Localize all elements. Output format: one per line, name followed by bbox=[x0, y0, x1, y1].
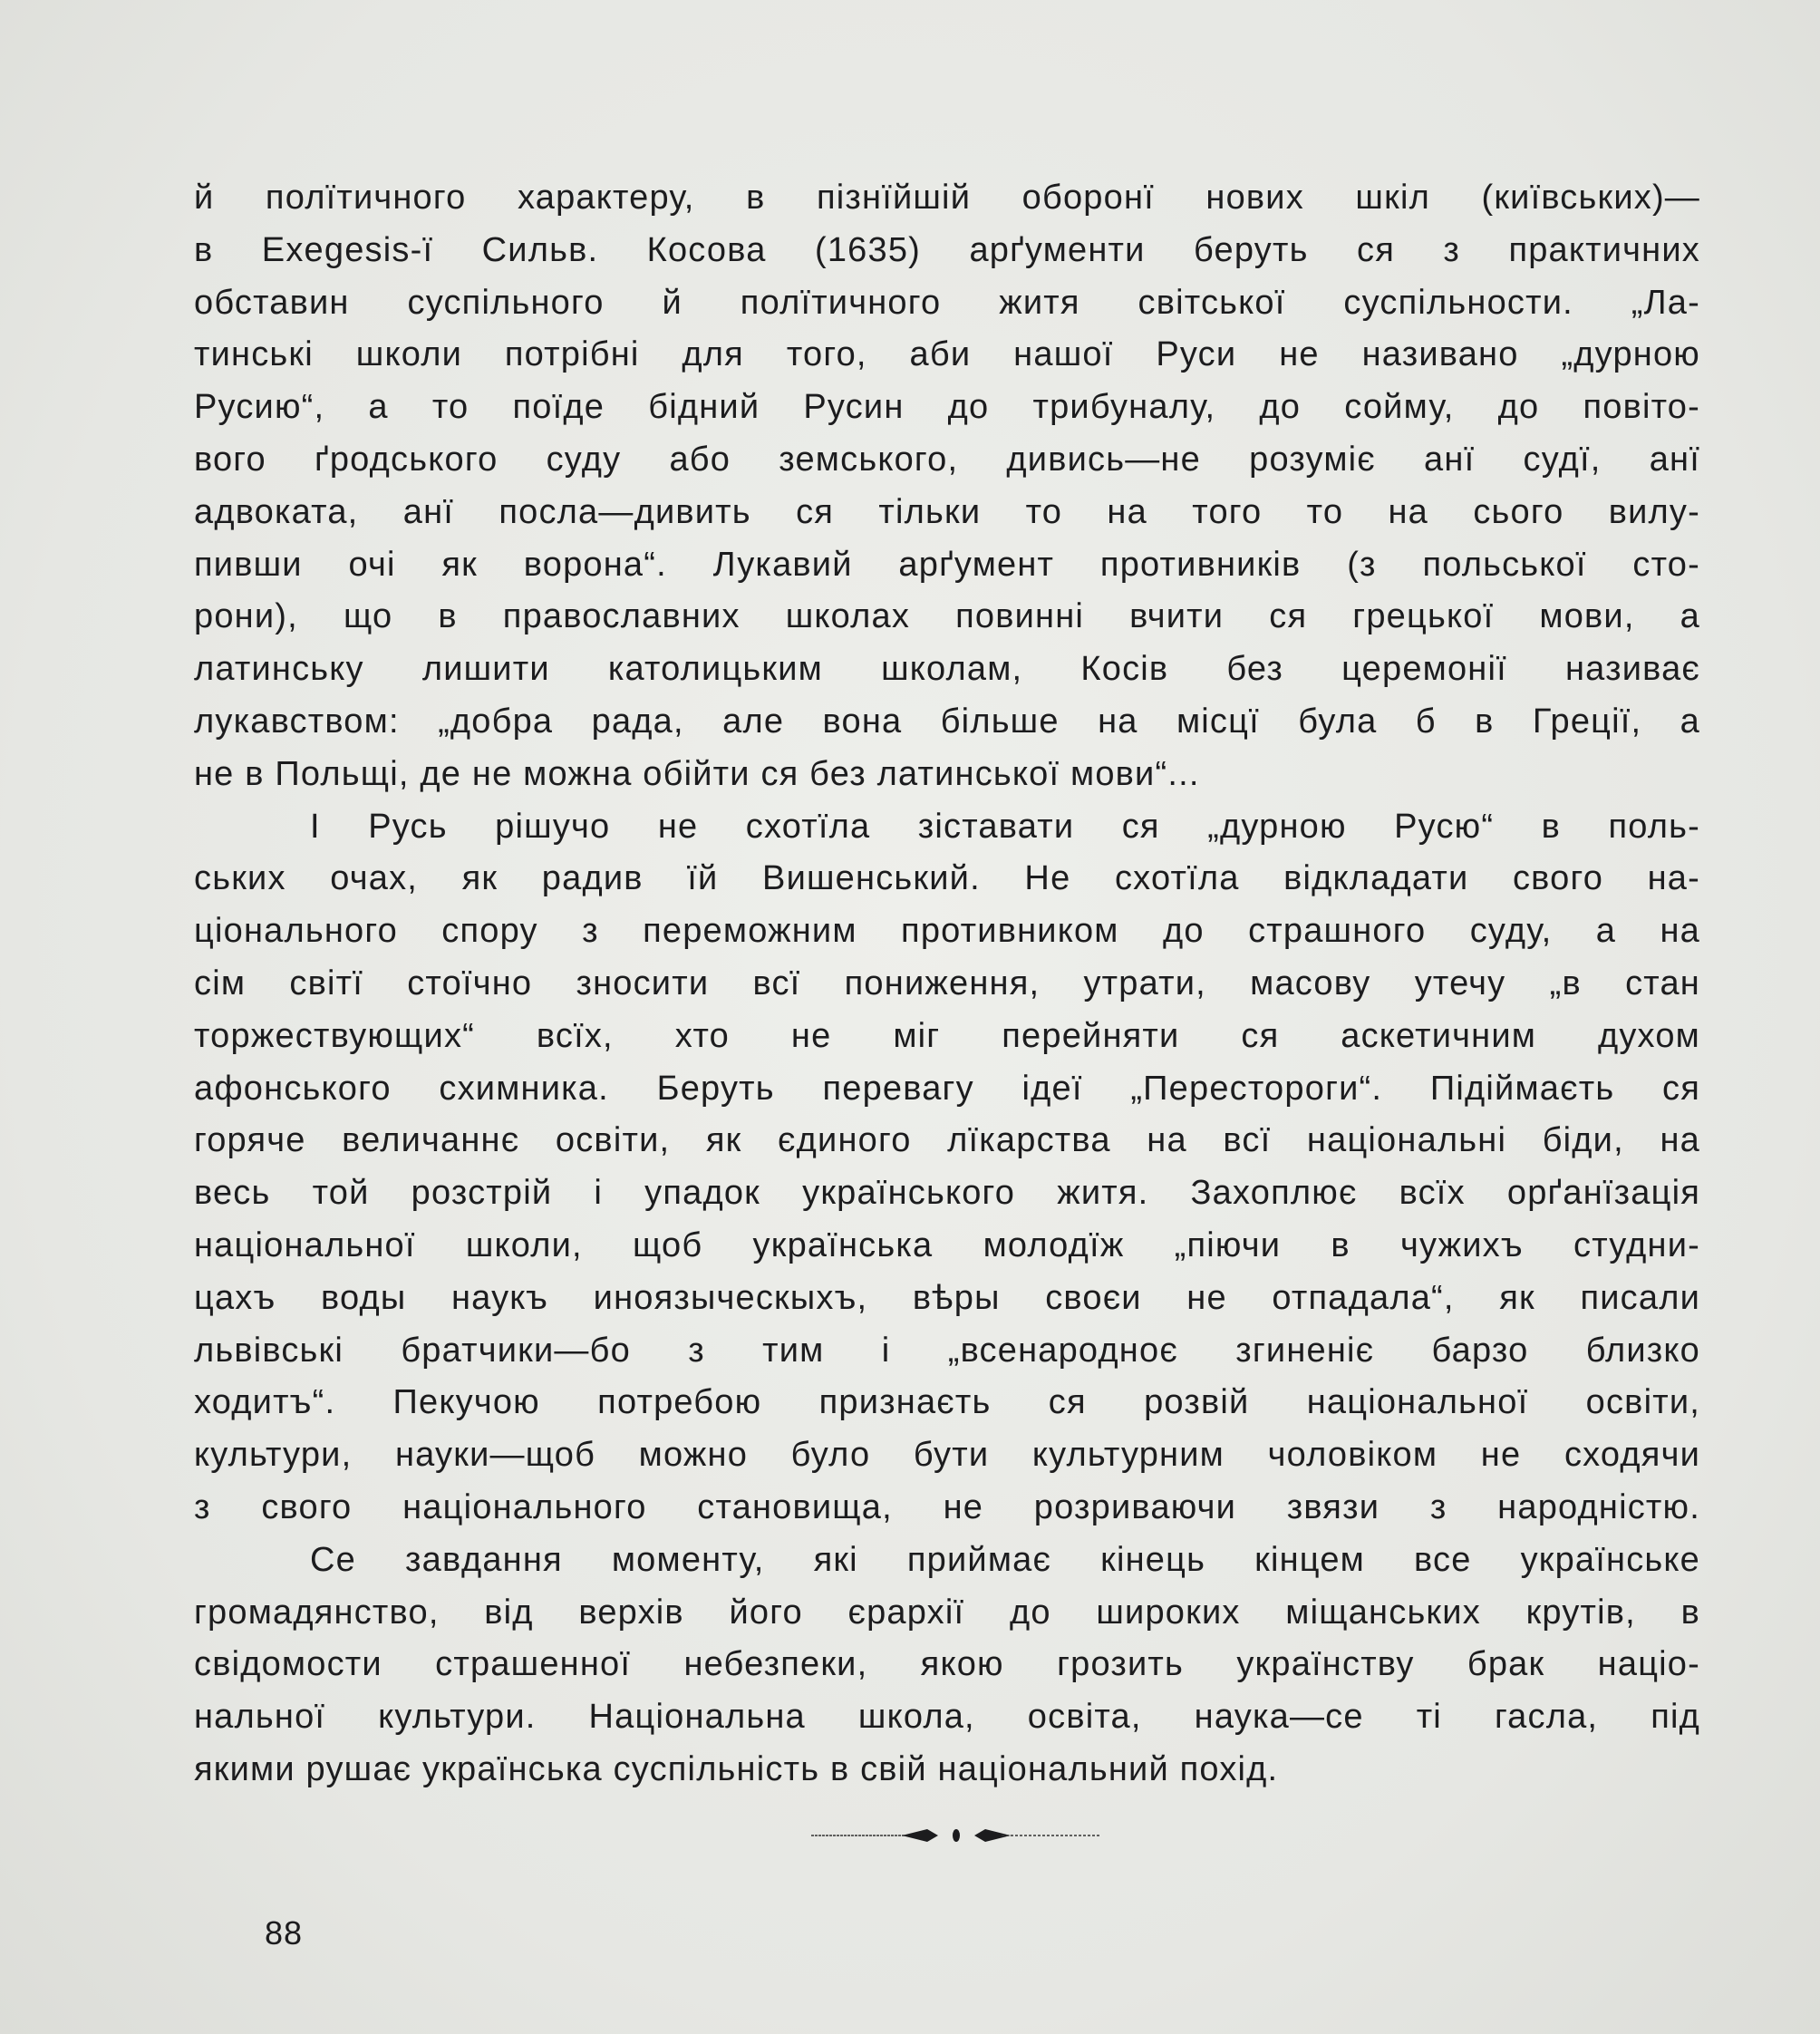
text-line: вого ґродського суду або земського, дивись—не розуміє анї судї, анї bbox=[194, 440, 1700, 479]
text-line: свідомости страшенної небезпеки, якою грозить українству брак націо- bbox=[194, 1645, 1700, 1684]
body-text bbox=[194, 172, 1700, 1797]
section-end-ornament-icon bbox=[811, 1824, 1101, 1847]
text-line: національної школи, щоб українська молодїж „піючи в чужихъ студни- bbox=[194, 1225, 1700, 1264]
text-line: І Русь рішучо не схотїла зіставати ся „дурною Русю“ в поль- bbox=[310, 807, 1700, 846]
text-line: нальної культури. Національна школа, освіта, наука—се ті гасла, під bbox=[194, 1698, 1700, 1737]
text-line: пивши очі як ворона“. Лукавий арґумент противників (з польської сто- bbox=[194, 545, 1700, 584]
text-line: сім світї стоїчно зносити всї пониження, утрати, масову утечу „в стан bbox=[194, 964, 1700, 1002]
text-line: тинські школи потрібні для того, аби нашої Руси не називано „дурною bbox=[194, 335, 1700, 374]
text-line: культури, науки—щоб можно було бути культурним чоловіком не сходячи bbox=[194, 1436, 1700, 1475]
text-line: лукавством: „добра рада, але вона більше на місцї була б в Греції, а bbox=[194, 702, 1700, 741]
text-line: Се завдання моменту, які приймає кінець кінцем все українське bbox=[310, 1540, 1700, 1579]
text-line: афонського схимника. Беруть перевагу ідеї „Перестороги“. Підіймаєть ся bbox=[194, 1069, 1700, 1108]
text-line: рони), що в православних школах повинні вчити ся грецької мови, а bbox=[194, 597, 1700, 636]
text-line: горяче величаннє освіти, як єдиного лїкарства на всї національні біди, на bbox=[194, 1121, 1700, 1160]
text-line: обставин суспільного й полїтичного житя світської суспільности. „Ла- bbox=[194, 283, 1700, 322]
text-line: латинську лишити католицьким школам, Косів без церемонії називає bbox=[194, 650, 1700, 689]
text-line: весь той розстрій і упадок українського житя. Захоплює всїх орґанїзація bbox=[194, 1174, 1700, 1213]
text-line: цахъ воды наукъ иноязыческыхъ, вѣры своєи не отпадала“, як писали bbox=[194, 1278, 1700, 1317]
text-line: адвоката, анї посла—дивить ся тільки то на того то на сього вилу- bbox=[194, 492, 1700, 531]
text-line: з свого національного становища, не розриваючи звязи з народністю. bbox=[194, 1487, 1700, 1526]
text-line: ходитъ“. Пекучою потребою признаєть ся розвій національної освіти, bbox=[194, 1383, 1700, 1422]
text-line: львівські братчики—бо з тим і „всенародноє згиненіє барзо близко bbox=[194, 1331, 1700, 1370]
text-line: не в Польщі, де не можна обійти ся без латинської мови“... bbox=[194, 754, 1200, 793]
text-line: ських очах, як радив їй Вишенський. Не схотїла відкладати свого на- bbox=[194, 859, 1700, 898]
text-line: й полїтичного характеру, в пізнїйшій оборонї нових шкіл (київських)— bbox=[194, 179, 1700, 217]
text-line: в Exegesis-ї Сильв. Косова (1635) арґументи беруть ся з практичних bbox=[194, 230, 1700, 269]
text-line: ціонального спору з переможним противником до страшного суду, а на bbox=[194, 912, 1700, 951]
text-line: Русию“, а то поїде бідний Русин до трибуналу, до сойму, до повіто- bbox=[194, 388, 1700, 427]
text-line: громадянство, від верхів його єрархії до широких міщанських крутів, в bbox=[194, 1593, 1700, 1632]
page-number: 88 bbox=[265, 1914, 304, 1952]
text-line: якими рушає українська суспільність в свій національний похід. bbox=[194, 1749, 1279, 1788]
text-line: торжествующих“ всїх, хто не міг перейняти ся аскетичним духом bbox=[194, 1016, 1700, 1055]
